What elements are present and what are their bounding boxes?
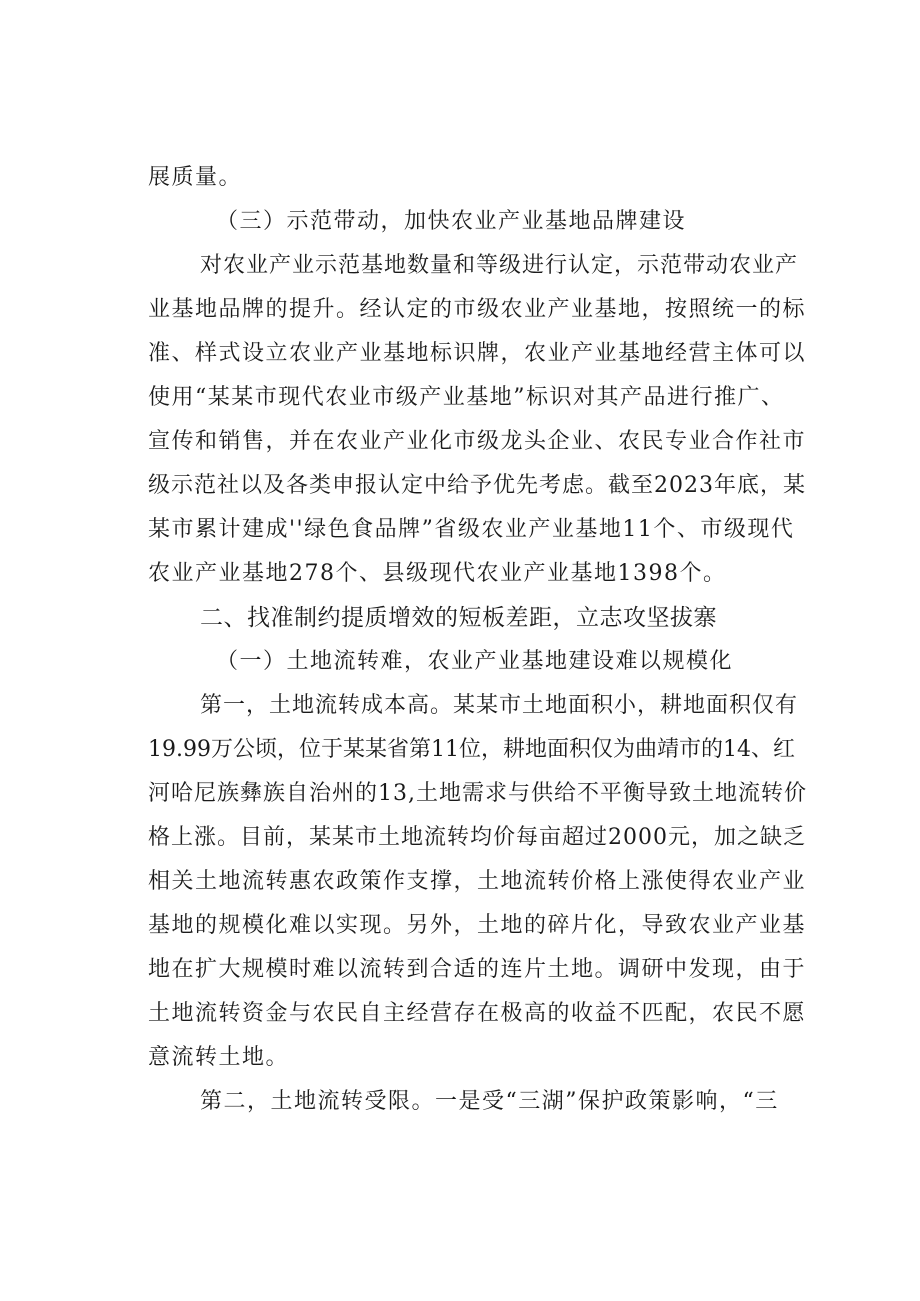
paragraph-line: 格上涨。目前，某某市土地流转均价每亩超过2000元，加之缺乏 — [148, 825, 806, 850]
paragraph-line: 业基地品牌的提升。经认定的市级农业产业基地，按照统一的标 — [148, 297, 807, 322]
subsection-heading: （三）示范带动，加快农业产业基地品牌建设 — [216, 209, 687, 234]
paragraph-line: 第一，土地流转成本高。某某市土地面积小，耕地面积仅有 — [200, 693, 799, 718]
paragraph-line: 河哈尼族彝族自治州的13,土地需求与供给不平衡导致土地流转价 — [148, 781, 807, 806]
paragraph-line: 级示范社以及各类申报认定中给予优先考虑。截至2023年底，某 — [148, 473, 806, 498]
paragraph-line: 相关土地流转惠农政策作支撑，土地流转价格上涨使得农业产业 — [148, 869, 807, 894]
paragraph-line: 宣传和销售，并在农业产业化市级龙头企业、农民专业合作社市 — [148, 429, 807, 454]
paragraph-line: 第二，土地流转受限。一是受“三湖”保护政策影响，“三 — [200, 1089, 779, 1114]
paragraph-line: 19.99万公顷，位于某某省第11位，耕地面积仅为曲靖市的14、红 — [148, 737, 795, 762]
paragraph-line: 意流转土地。 — [148, 1045, 290, 1070]
paragraph-line: 农业产业基地278个、县级现代农业产业基地1398个。 — [148, 561, 727, 586]
paragraph-line: 土地流转资金与农民自主经营存在极高的收益不匹配，农民不愿 — [148, 1001, 807, 1026]
paragraph-line: 使用“某某市现代农业市级产业基地”标识对其产品进行推广、 — [148, 385, 785, 410]
paragraph-line: 某市累计建成''绿色食品牌”省级农业产业基地11个、市级现代 — [148, 517, 795, 542]
paragraph-line: 对农业产业示范基地数量和等级进行认定，示范带动农业产 — [200, 253, 799, 278]
paragraph-line: 基地的规模化难以实现。另外，土地的碎片化，导致农业产业基 — [148, 913, 807, 938]
subsection-heading: （一）土地流转难，农业产业基地建设难以规模化 — [216, 649, 734, 674]
paragraph-line: 展质量。 — [148, 165, 243, 190]
paragraph-line: 准、样式设立农业产业基地标识牌，农业产业基地经营主体可以 — [148, 341, 807, 366]
section-heading: 二、找准制约提质增效的短板差距，立志攻坚拔寨 — [200, 605, 717, 631]
paragraph-line: 地在扩大规模时难以流转到合适的连片土地。调研中发现，由于 — [148, 957, 807, 982]
